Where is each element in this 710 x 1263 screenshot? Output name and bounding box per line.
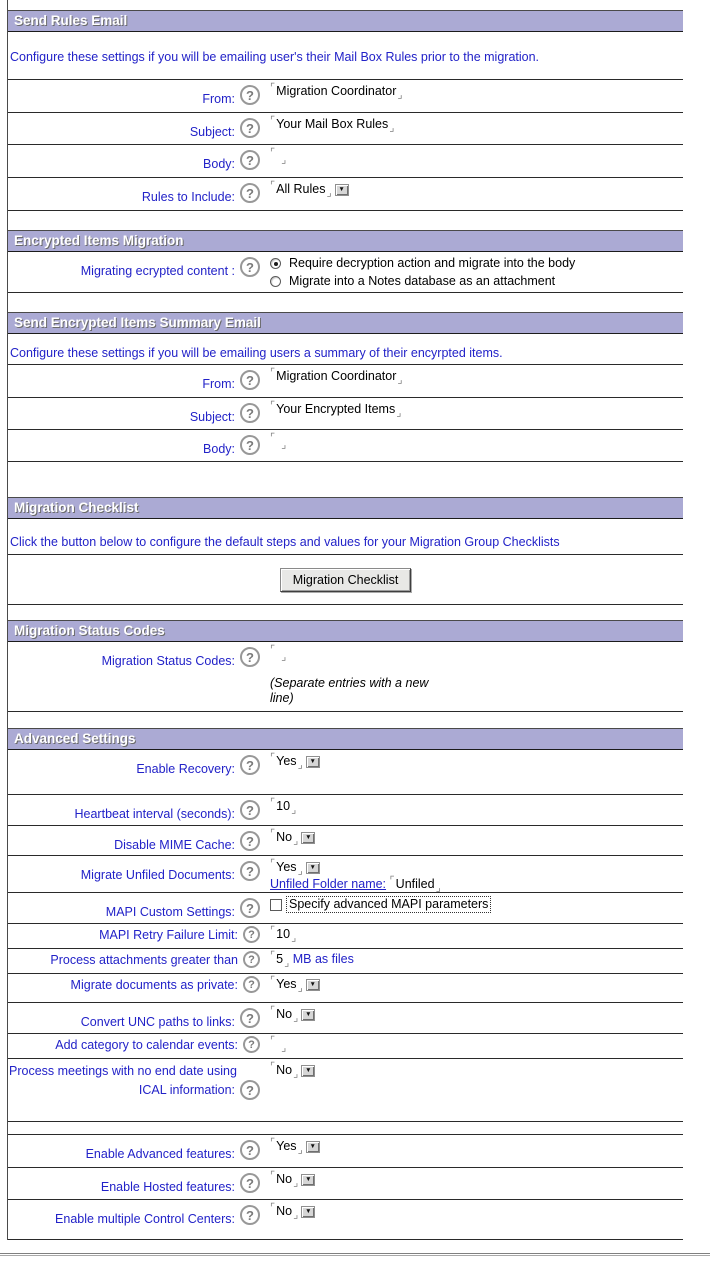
field-value: 10: [276, 927, 291, 941]
value-cell: [260, 252, 683, 292]
field-open-bracket-icon: ⌜: [270, 924, 276, 937]
row-add-category-calendar: [8, 1034, 683, 1059]
mapi-parameters-checkbox-label[interactable]: Specify advanced MAPI parameters: [286, 896, 491, 913]
help-icon[interactable]: [240, 435, 260, 455]
help-icon[interactable]: [243, 926, 260, 943]
field-close-bracket-icon: ⌟: [389, 121, 395, 134]
row-disable-mime-cache: [8, 826, 683, 856]
label-cell: [8, 398, 260, 424]
radio-selected-icon: [270, 258, 281, 269]
help-icon[interactable]: [240, 257, 260, 277]
label-cell: [8, 1003, 260, 1029]
label-cell: [8, 1135, 260, 1161]
field-close-bracket-icon: ⌟: [293, 1176, 299, 1189]
help-icon[interactable]: [240, 1140, 260, 1160]
unfiled-folder-label: Unfiled Folder name:: [270, 877, 387, 891]
row-heartbeat-interval: [8, 795, 683, 826]
value-cell: [260, 949, 683, 969]
field-close-bracket-icon: ⌟: [281, 650, 287, 663]
field-value: No: [276, 1172, 293, 1186]
help-icon[interactable]: [240, 85, 260, 105]
field-close-bracket-icon: ⌟: [293, 834, 299, 847]
value-cell: [260, 750, 683, 771]
row-enable-multiple-control-centers: [8, 1200, 683, 1240]
field-open-bracket-icon: ⌜: [270, 1201, 276, 1214]
row-convert-unc-paths: [8, 1003, 683, 1034]
section-header-migration-checklist: Migration Checklist: [8, 497, 683, 519]
field-open-bracket-icon: ⌜: [270, 974, 276, 987]
field-close-bracket-icon: ⌟: [326, 186, 332, 199]
field-value: Your Mail Box Rules: [276, 117, 389, 131]
value-cell: [260, 398, 683, 419]
help-icon[interactable]: [243, 1036, 260, 1053]
row-migration-status-codes: [8, 642, 683, 712]
help-icon[interactable]: [240, 118, 260, 138]
status-codes-note: (Separate entries with a new line): [270, 676, 429, 705]
field-open-bracket-icon: ⌜: [270, 366, 276, 379]
help-icon[interactable]: [240, 370, 260, 390]
field-open-bracket-icon: ⌜: [270, 1034, 276, 1047]
field-close-bracket-icon: ⌟: [297, 864, 303, 877]
field-open-bracket-icon: ⌜: [270, 1004, 276, 1017]
row-mapi-custom-settings: [8, 893, 683, 924]
label-cell: [8, 365, 260, 391]
value-cell: [260, 642, 683, 706]
section-header-send-encrypted-summary: Send Encrypted Items Summary Email: [8, 312, 683, 334]
field-value: Yes: [276, 754, 297, 768]
field-label: Rules to Include:: [141, 190, 235, 204]
field-open-bracket-icon: ⌜: [270, 1136, 276, 1149]
help-icon[interactable]: [240, 800, 260, 820]
help-icon[interactable]: [243, 976, 260, 993]
field-label: From:: [202, 377, 235, 391]
row-mapi-retry-limit: [8, 924, 683, 949]
help-icon[interactable]: [240, 831, 260, 851]
row-rules-body: [8, 145, 683, 178]
migration-checklist-button[interactable]: Migration Checklist: [280, 568, 412, 592]
settings-form-table: [7, 0, 683, 1240]
field-close-bracket-icon: ⌟: [396, 406, 402, 419]
row-migrating-encrypted-content: [8, 252, 683, 293]
label-cell: [8, 113, 260, 139]
field-close-bracket-icon: ⌟: [293, 1208, 299, 1221]
attachment-size-suffix: MB as files: [292, 952, 354, 966]
radio-unselected-icon: [270, 276, 281, 287]
dropdown-arrow-icon[interactable]: [301, 1206, 315, 1218]
field-close-bracket-icon: ⌟: [297, 981, 303, 994]
value-cell: [260, 113, 683, 134]
dropdown-arrow-icon[interactable]: [301, 1009, 315, 1021]
multiple-control-centers-field[interactable]: [270, 1201, 299, 1221]
enable-recovery-field[interactable]: [270, 751, 303, 771]
dropdown-arrow-icon[interactable]: [301, 832, 315, 844]
field-label-line1: Process meetings with no end date using: [9, 1064, 237, 1078]
field-label: Body:: [203, 442, 235, 456]
send-rules-description: Configure these settings if you will be emailing user's their Mail Box Rules prior to the migration.: [8, 32, 683, 80]
field-open-bracket-icon: ⌜: [270, 1169, 276, 1182]
label-cell: [8, 924, 260, 943]
label-cell: [8, 80, 260, 106]
row-summary-from: [8, 365, 683, 398]
value-cell: [260, 826, 683, 847]
rules-body-field[interactable]: [270, 146, 287, 166]
status-codes-field[interactable]: [270, 643, 287, 663]
field-close-bracket-icon: ⌟: [284, 956, 290, 969]
unfiled-folder-line: [270, 874, 683, 894]
label-cell: [8, 252, 260, 278]
spacer-row: [8, 1122, 683, 1135]
label-cell: [8, 178, 260, 204]
section-gap: [8, 712, 683, 728]
field-label: MAPI Custom Settings:: [105, 905, 235, 919]
field-value: Migration Coordinator: [276, 84, 397, 98]
row-meetings-no-end-date: [8, 1059, 683, 1122]
row-summary-subject: [8, 398, 683, 430]
field-close-bracket-icon: ⌟: [281, 1041, 287, 1054]
field-value: Yes: [276, 860, 297, 874]
section-gap: [8, 605, 683, 620]
field-open-bracket-icon: ⌜: [270, 643, 276, 656]
meetings-ical-field[interactable]: [270, 1060, 299, 1080]
field-close-bracket-icon: ⌟: [293, 1011, 299, 1024]
label-cell: [8, 795, 260, 821]
value-cell: [260, 1034, 683, 1054]
value-cell: [260, 974, 683, 994]
disable-mime-cache-field[interactable]: [270, 827, 299, 847]
mapi-parameters-checkbox[interactable]: [270, 899, 282, 911]
dropdown-arrow-icon[interactable]: [335, 184, 349, 196]
field-value: 10: [276, 799, 291, 813]
field-label: Migrate Unfiled Documents:: [80, 868, 235, 882]
field-open-bracket-icon: ⌜: [270, 1060, 276, 1073]
label-cell: [8, 1200, 260, 1226]
radio-option-decrypt-into-body[interactable]: [270, 256, 683, 270]
row-enable-hosted-features: [8, 1168, 683, 1200]
value-cell: [260, 924, 683, 944]
field-value: Your Encrypted Items: [276, 402, 396, 416]
help-icon[interactable]: [240, 1205, 260, 1225]
field-value: No: [276, 1007, 293, 1021]
enable-advanced-field[interactable]: [270, 1136, 303, 1156]
label-cell: [8, 826, 260, 852]
field-value: 5: [276, 952, 284, 966]
bottom-divider: [0, 1253, 710, 1256]
help-icon[interactable]: [240, 898, 260, 918]
field-open-bracket-icon: ⌜: [270, 114, 276, 127]
field-open-bracket-icon: ⌜: [270, 827, 276, 840]
field-open-bracket-icon: ⌜: [270, 949, 276, 962]
value-cell: [260, 1003, 683, 1024]
label-cell: [8, 1034, 260, 1053]
section-gap: [8, 462, 683, 497]
migrate-private-field[interactable]: [270, 974, 303, 994]
row-rules-from: [8, 80, 683, 113]
field-label: Heartbeat interval (seconds):: [74, 807, 235, 821]
field-open-bracket-icon: ⌜: [270, 81, 276, 94]
field-value: No: [276, 1063, 293, 1077]
field-label: Subject:: [189, 125, 235, 139]
label-cell: [8, 1059, 260, 1100]
label-cell: [8, 856, 260, 882]
field-open-bracket-icon: ⌜: [270, 399, 276, 412]
field-close-bracket-icon: ⌟: [281, 438, 287, 451]
row-checklist-button: [8, 555, 683, 605]
field-close-bracket-icon: ⌟: [435, 881, 441, 894]
row-migrate-private: [8, 974, 683, 1003]
migration-checklist-description: Click the button below to configure the default steps and values for your Migration Group Checklists: [8, 519, 683, 555]
field-label: Disable MIME Cache:: [114, 838, 235, 852]
field-close-bracket-icon: ⌟: [297, 1143, 303, 1156]
summary-from-field[interactable]: [270, 366, 403, 386]
field-value: Migration Coordinator: [276, 369, 397, 383]
field-open-bracket-icon: ⌜: [270, 857, 276, 870]
rules-from-field[interactable]: [270, 81, 403, 101]
label-cell: [8, 1168, 260, 1194]
field-label: Enable Recovery:: [136, 762, 235, 776]
dropdown-arrow-icon[interactable]: [306, 979, 320, 991]
summary-subject-field[interactable]: [270, 399, 402, 419]
dropdown-arrow-icon[interactable]: [306, 1141, 320, 1153]
help-icon[interactable]: [240, 150, 260, 170]
row-rules-subject: [8, 113, 683, 145]
field-open-bracket-icon: ⌜: [270, 179, 276, 192]
dropdown-arrow-icon[interactable]: [301, 1065, 315, 1077]
attachment-size-field[interactable]: [270, 949, 290, 969]
dropdown-arrow-icon[interactable]: [306, 756, 320, 768]
help-icon[interactable]: [240, 755, 260, 775]
field-label-line2: ICAL information:: [138, 1083, 235, 1097]
field-close-bracket-icon: ⌟: [291, 803, 297, 816]
label-cell: [8, 949, 260, 968]
row-summary-body: [8, 430, 683, 462]
label-cell: [8, 974, 260, 993]
value-cell: [260, 1200, 683, 1221]
field-value: Yes: [276, 977, 297, 991]
label-cell: [8, 750, 260, 776]
field-close-bracket-icon: ⌟: [291, 931, 297, 944]
value-cell: [260, 893, 683, 911]
help-icon[interactable]: [240, 1080, 260, 1100]
section-header-migration-status-codes: Migration Status Codes: [8, 620, 683, 642]
help-icon[interactable]: [240, 861, 260, 881]
convert-unc-field[interactable]: [270, 1004, 299, 1024]
dropdown-arrow-icon[interactable]: [301, 1174, 315, 1186]
value-cell: [260, 145, 683, 166]
radio-option-notes-attachment[interactable]: [270, 274, 683, 288]
field-label-line2-wrap: [8, 1080, 260, 1100]
field-label: Migrate documents as private:: [70, 977, 238, 992]
value-cell: [260, 430, 683, 451]
field-label: Migration Status Codes:: [101, 654, 235, 668]
field-label: Enable Hosted features:: [100, 1180, 235, 1194]
value-cell: [260, 1135, 683, 1156]
help-icon[interactable]: [240, 1173, 260, 1193]
label-cell: [8, 893, 260, 919]
field-open-bracket-icon: ⌜: [270, 796, 276, 809]
field-label: Add category to calendar events:: [55, 1037, 238, 1052]
help-icon[interactable]: [240, 183, 260, 203]
help-icon[interactable]: [240, 403, 260, 423]
row-rules-to-include: [8, 178, 683, 211]
section-gap: [8, 211, 683, 230]
section-header-send-rules-email: Send Rules Email: [8, 10, 683, 32]
value-cell: [260, 1168, 683, 1189]
value-cell: [260, 795, 683, 816]
field-open-bracket-icon: ⌜: [270, 431, 276, 444]
field-label: Body:: [203, 157, 235, 171]
field-close-bracket-icon: ⌟: [281, 153, 287, 166]
value-cell: [260, 1059, 683, 1080]
field-open-bracket-icon: ⌜: [270, 751, 276, 764]
field-label: Convert UNC paths to links:: [80, 1015, 235, 1029]
encrypted-summary-description: Configure these settings if you will be emailing users a summary of their encyrpted items.: [8, 334, 683, 365]
rules-subject-field[interactable]: [270, 114, 395, 134]
section-header-advanced-settings: Advanced Settings: [8, 728, 683, 750]
field-label: MAPI Retry Failure Limit:: [99, 927, 238, 942]
rules-to-include-field[interactable]: [270, 179, 332, 199]
field-value: No: [276, 1204, 293, 1218]
field-label: From:: [202, 92, 235, 106]
field-close-bracket-icon: ⌟: [297, 758, 303, 771]
summary-body-field[interactable]: [270, 431, 287, 451]
section-gap: [8, 293, 683, 312]
section-header-encrypted-items-migration: Encrypted Items Migration: [8, 230, 683, 252]
value-cell: [260, 178, 683, 199]
field-open-bracket-icon: ⌜: [270, 146, 276, 159]
value-cell: [260, 80, 683, 101]
label-cell: [8, 145, 260, 171]
field-close-bracket-icon: ⌟: [397, 88, 403, 101]
row-attachment-size-limit: [8, 949, 683, 974]
field-label: Migrating ecrypted content :: [80, 264, 235, 278]
unfiled-folder-field[interactable]: [389, 874, 441, 894]
value-cell: [260, 365, 683, 386]
field-value: No: [276, 830, 293, 844]
mapi-retry-limit-field[interactable]: [270, 924, 297, 944]
row-migrate-unfiled-documents: [8, 856, 683, 893]
field-value: All Rules: [276, 182, 326, 196]
field-value: Unfiled: [395, 877, 435, 891]
label-cell: [8, 430, 260, 456]
field-label: Subject:: [189, 410, 235, 424]
field-value: Yes: [276, 1139, 297, 1153]
value-cell: [260, 856, 683, 894]
migrate-unfiled-field[interactable]: [270, 857, 303, 877]
help-icon[interactable]: [240, 647, 260, 667]
row-enable-advanced-features: [8, 1135, 683, 1168]
field-open-bracket-icon: ⌜: [389, 874, 395, 887]
row-enable-recovery: [8, 750, 683, 795]
add-category-field[interactable]: [270, 1034, 287, 1054]
field-label: Enable multiple Control Centers:: [55, 1212, 235, 1226]
radio-label: Require decryption action and migrate into the body: [289, 256, 576, 270]
label-cell: [8, 642, 260, 668]
radio-label: Migrate into a Notes database as an attachment: [289, 274, 556, 288]
help-icon[interactable]: [240, 1008, 260, 1028]
heartbeat-interval-field[interactable]: [270, 796, 297, 816]
field-close-bracket-icon: ⌟: [397, 373, 403, 386]
help-icon[interactable]: [243, 951, 260, 968]
field-label: Process attachments greater than: [50, 952, 238, 967]
dropdown-arrow-icon[interactable]: [306, 862, 320, 874]
field-close-bracket-icon: ⌟: [293, 1067, 299, 1080]
enable-hosted-field[interactable]: [270, 1169, 299, 1189]
field-label: Enable Advanced features:: [85, 1147, 235, 1161]
